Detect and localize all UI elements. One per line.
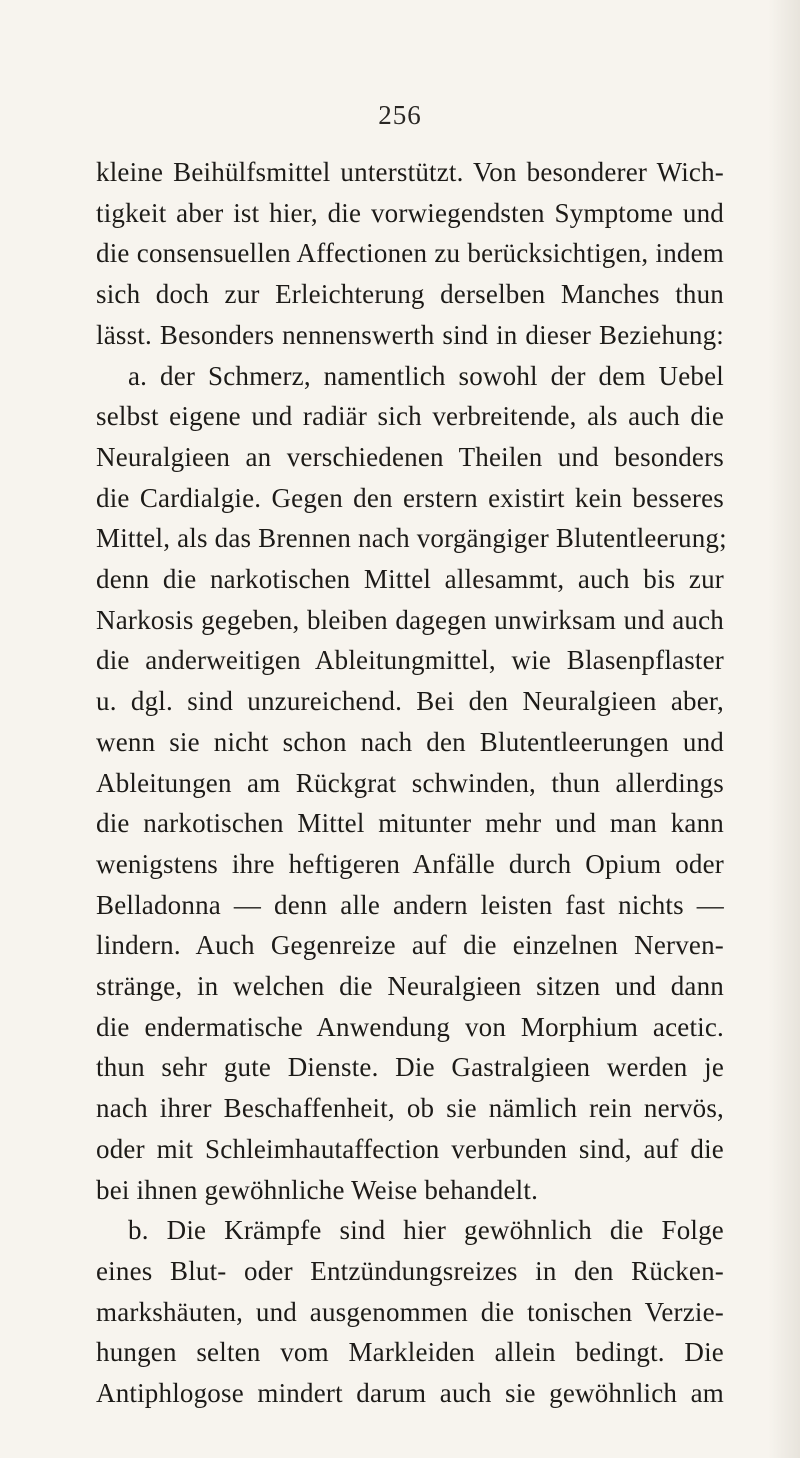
page-number: 256 xyxy=(378,100,422,130)
text-line: oder mit Schleimhautaffection verbunden sind, auf die xyxy=(96,1133,724,1164)
text-line: die anderweitigen Ableitungmittel, wie Blasenpflaster xyxy=(96,645,724,676)
text-line: a. der Schmerz, namentlich sowohl der dem Uebel xyxy=(128,360,724,391)
text-line: die endermatische Anwendung von Morphium acetic. xyxy=(96,1011,724,1042)
text-line: die consensuellen Affectionen zu berücksichtigen, indem xyxy=(96,238,724,269)
text-line: thun sehr gute Dienste. Die Gastralgieen werden je xyxy=(96,1052,724,1083)
text-line: Ableitungen am Rückgrat schwinden, thun allerdings xyxy=(96,767,724,798)
text-line: selbst eigene und radiär sich verbreitende, als auch die xyxy=(96,401,724,432)
text-line: u. dgl. sind unzureichend. Bei den Neuralgieen aber, xyxy=(96,686,724,717)
text-line: bei ihnen gewöhnliche Weise behandelt. xyxy=(96,1174,539,1205)
body-text xyxy=(96,152,727,1414)
text-line: die narkotischen Mittel mitunter mehr und man kann xyxy=(96,808,724,839)
text-line: tigkeit aber ist hier, die vorwiegendsten Symptome und xyxy=(96,197,724,228)
text-line: Narkosis gegeben, bleiben dagegen unwirksam und auch xyxy=(96,604,724,635)
text-line: eines Blut- oder Entzündungsreizes in den Rücken- xyxy=(96,1255,724,1286)
text-line: b. Die Krämpfe sind hier gewöhnlich die Folge xyxy=(128,1215,724,1246)
text-line: Antiphlogose mindert darum auch sie gewöhnlich am xyxy=(96,1378,724,1409)
text-line: markshäuten, und ausgenommen die tonischen Verzie- xyxy=(96,1296,724,1327)
text-line: Belladonna — denn alle andern leisten fast nichts — xyxy=(96,889,724,920)
text-line: nach ihrer Beschaffenheit, ob sie nämlich rein nervös, xyxy=(96,1093,724,1124)
text-line: kleine Beihülfsmittel unterstützt. Von besonderer Wich- xyxy=(96,157,724,187)
text-line: die Cardialgie. Gegen den erstern existirt kein besseres xyxy=(96,482,724,513)
text-line: lindern. Auch Gegenreize auf die einzelnen Nerven- xyxy=(96,930,724,961)
text-line: denn die narkotischen Mittel allesammt, auch bis zur xyxy=(96,564,724,595)
text-line: Mittel, als das Brennen nach vorgängiger Blutentleerung; xyxy=(96,523,727,554)
text-line: wenn sie nicht schon nach den Blutentleerungen und xyxy=(96,726,724,757)
text-line: wenigstens ihre heftigeren Anfälle durch Opium oder xyxy=(96,848,724,879)
text-line: Neuralgieen an verschiedenen Theilen und besonders xyxy=(96,441,724,472)
text-line: sich doch zur Erleichterung derselben Manches thun xyxy=(96,279,724,310)
text-line: hungen selten vom Markleiden allein bedingt. Die xyxy=(96,1337,724,1368)
text-line: stränge, in welchen die Neuralgieen sitzen und dann xyxy=(96,971,724,1002)
text-line: lässt. Besonders nennenswerth sind in dieser Beziehung: xyxy=(96,319,724,350)
